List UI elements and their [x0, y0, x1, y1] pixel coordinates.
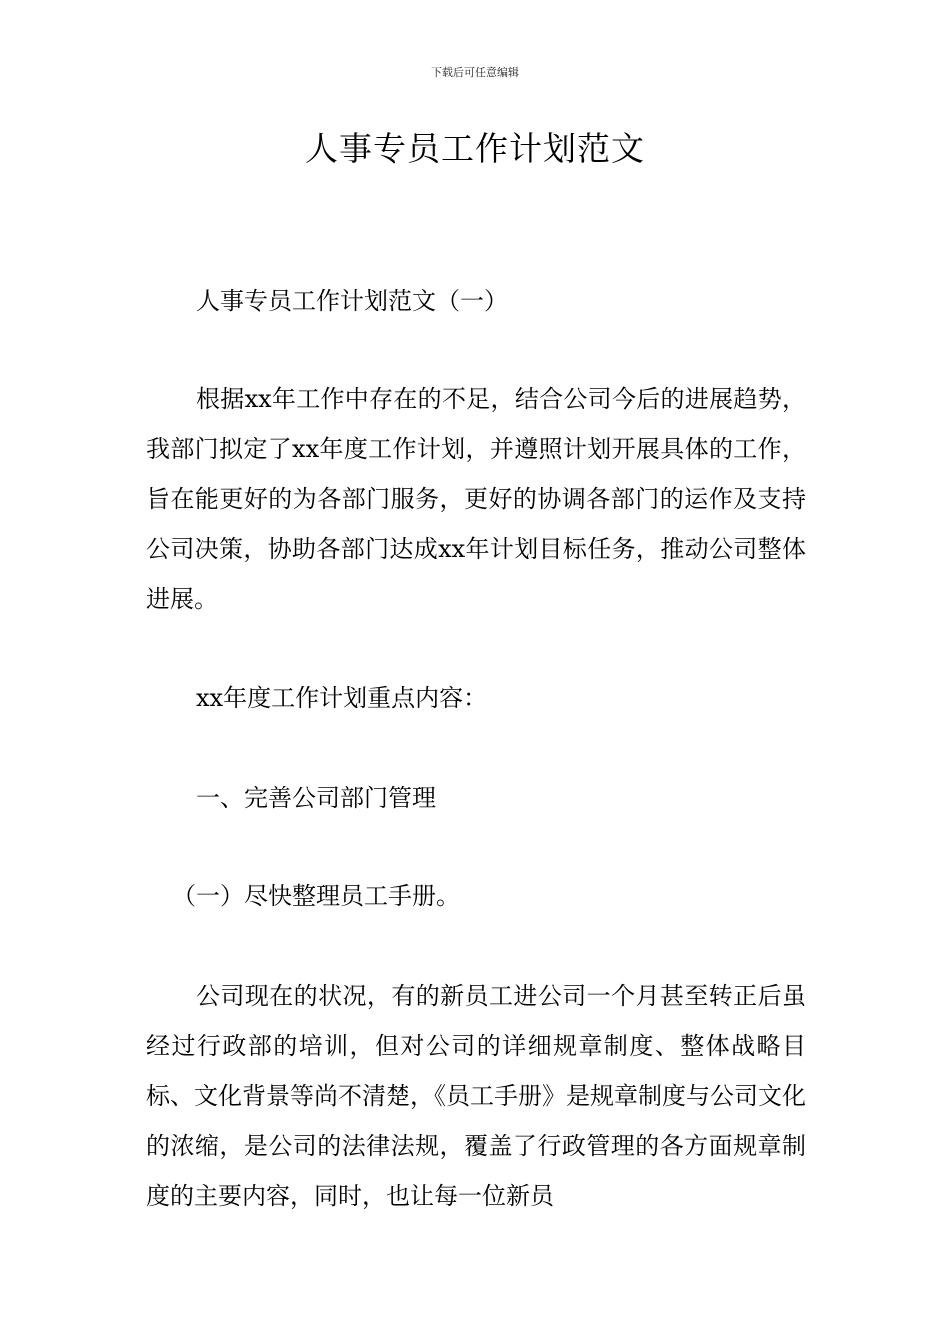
- header-note: 下载后可任意编辑: [431, 66, 519, 79]
- intro-paragraph: 根据xx年工作中存在的不足，结合公司今后的进展趋势，我部门拟定了xx年度工作计划，并遵照计划开展具体的工作，旨在能更好的为各部门服务，更好的协调各部门的运作及支持公司决策，协助各部门达成xx年计划目标任务，推动公司整体进展。: [146, 385, 806, 613]
- section-heading: 一、完善公司部门管理: [196, 784, 436, 812]
- subsection-heading: （一）尽快整理员工手册。: [172, 882, 460, 910]
- document-subtitle: 人事专员工作计划范文（一）: [196, 287, 508, 315]
- body-paragraph: 公司现在的状况，有的新员工进公司一个月甚至转正后虽经过行政部的培训，但对公司的详细规章制度、整体战略目标、文化背景等尚不清楚，《员工手册》是规章制度与公司文化的浓缩，是公司的法律法规，覆盖了行政管理的各方面规章制度的主要内容，同时，也让每一位新员: [146, 982, 806, 1210]
- key-points-heading: xx年度工作计划重点内容：: [196, 684, 488, 712]
- document-title: 人事专员工作计划范文: [305, 129, 645, 168]
